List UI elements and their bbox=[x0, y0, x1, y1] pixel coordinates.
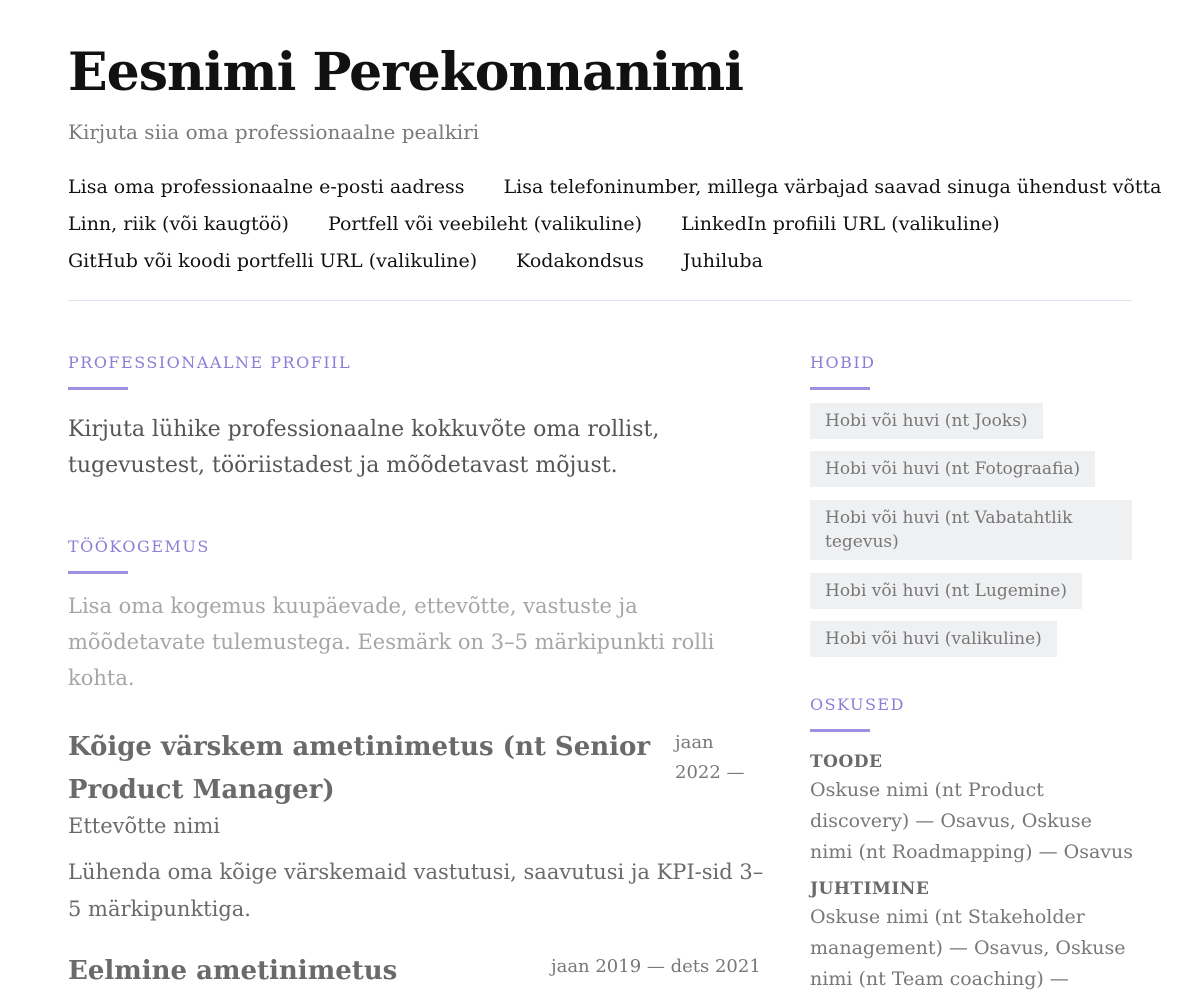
contact-github: GitHub või koodi portfelli URL (valikuline) bbox=[68, 250, 478, 272]
contact-email: Lisa oma professionaalne e-posti aadress bbox=[68, 176, 465, 198]
job-date: jaan 2019 — dets 2021 bbox=[551, 956, 761, 977]
hobby-chip: Hobi või huvi (nt Fotograafia) bbox=[810, 451, 1095, 487]
skills-heading: OSKUSED bbox=[810, 695, 905, 714]
header-divider bbox=[68, 300, 1132, 301]
company-name: Ettevõtte nimi bbox=[68, 814, 220, 838]
contact-row bbox=[68, 250, 1148, 287]
contact-portfolio: Portfell või veebileht (valikuline) bbox=[327, 213, 643, 235]
experience-intro: Lisa oma kogemus kuupäevade, ettevõtte, vastuste ja mõõdetavate tulemustega. Eesmärk on 3–5 märkipunkti rolli kohta. bbox=[68, 594, 715, 690]
skill-group-text: Oskuse nimi (nt Product discovery) — Osavus, Oskuse nimi (nt Roadmapping) — Osavus bbox=[810, 779, 1134, 863]
candidate-name: Eesnimi Perekonnanimi bbox=[68, 42, 744, 103]
skill-group-title: JUHTIMINE bbox=[810, 879, 930, 899]
contact-linkedin: LinkedIn profiili URL (valikuline) bbox=[681, 213, 1000, 235]
contact-location: Linn, riik (või kaugtöö) bbox=[68, 213, 289, 235]
job-title: Kõige värskem ametinimetus (nt Senior Product Manager) bbox=[68, 732, 651, 805]
profile-heading: PROFESSIONAALNE PROFIIL bbox=[68, 353, 352, 372]
job-title: Eelmine ametinimetus bbox=[68, 956, 398, 986]
experience-heading-underline bbox=[68, 571, 128, 574]
hobbies-heading: HOBID bbox=[810, 353, 876, 372]
hobby-chip: Hobi või huvi (valikuline) bbox=[810, 621, 1057, 657]
hobby-chip: Hobi või huvi (nt Vabatahtlik tegevus) bbox=[810, 500, 1132, 560]
job-description: Lühenda oma kõige värskemaid vastutusi, saavutusi ja KPI-sid 3–5 märkipunktiga. bbox=[68, 860, 764, 921]
contact-row bbox=[68, 213, 1148, 250]
contact-info bbox=[68, 176, 1162, 287]
contact-drivers-license: Juhiluba bbox=[682, 250, 763, 272]
skill-group-text: Oskuse nimi (nt Stakeholder management) — Osavus, Oskuse nimi (nt Team coaching) — bbox=[810, 906, 1126, 990]
skills-heading-underline bbox=[810, 729, 870, 732]
profile-summary: Kirjuta lühike professionaalne kokkuvõte oma rollist, tugevustest, tööriistadest ja mõõdetavast mõjust. bbox=[68, 417, 660, 478]
contact-row bbox=[68, 176, 1162, 213]
hobby-chip: Hobi või huvi (nt Jooks) bbox=[810, 403, 1043, 439]
contact-phone: Lisa telefoninumber, millega värbajad saavad sinuga ühendust võtta bbox=[503, 176, 1162, 198]
professional-headline: Kirjuta siia oma professionaalne pealkiri bbox=[68, 120, 480, 144]
experience-heading: TÖÖKOGEMUS bbox=[68, 537, 210, 556]
hobbies-heading-underline bbox=[810, 387, 870, 390]
profile-heading-underline bbox=[68, 387, 128, 390]
hobby-chip: Hobi või huvi (nt Lugemine) bbox=[810, 573, 1082, 609]
contact-citizenship: Kodakondsus bbox=[516, 250, 644, 272]
job-date: jaan 2022 — bbox=[675, 732, 745, 783]
skill-group-title: TOODE bbox=[810, 752, 883, 772]
